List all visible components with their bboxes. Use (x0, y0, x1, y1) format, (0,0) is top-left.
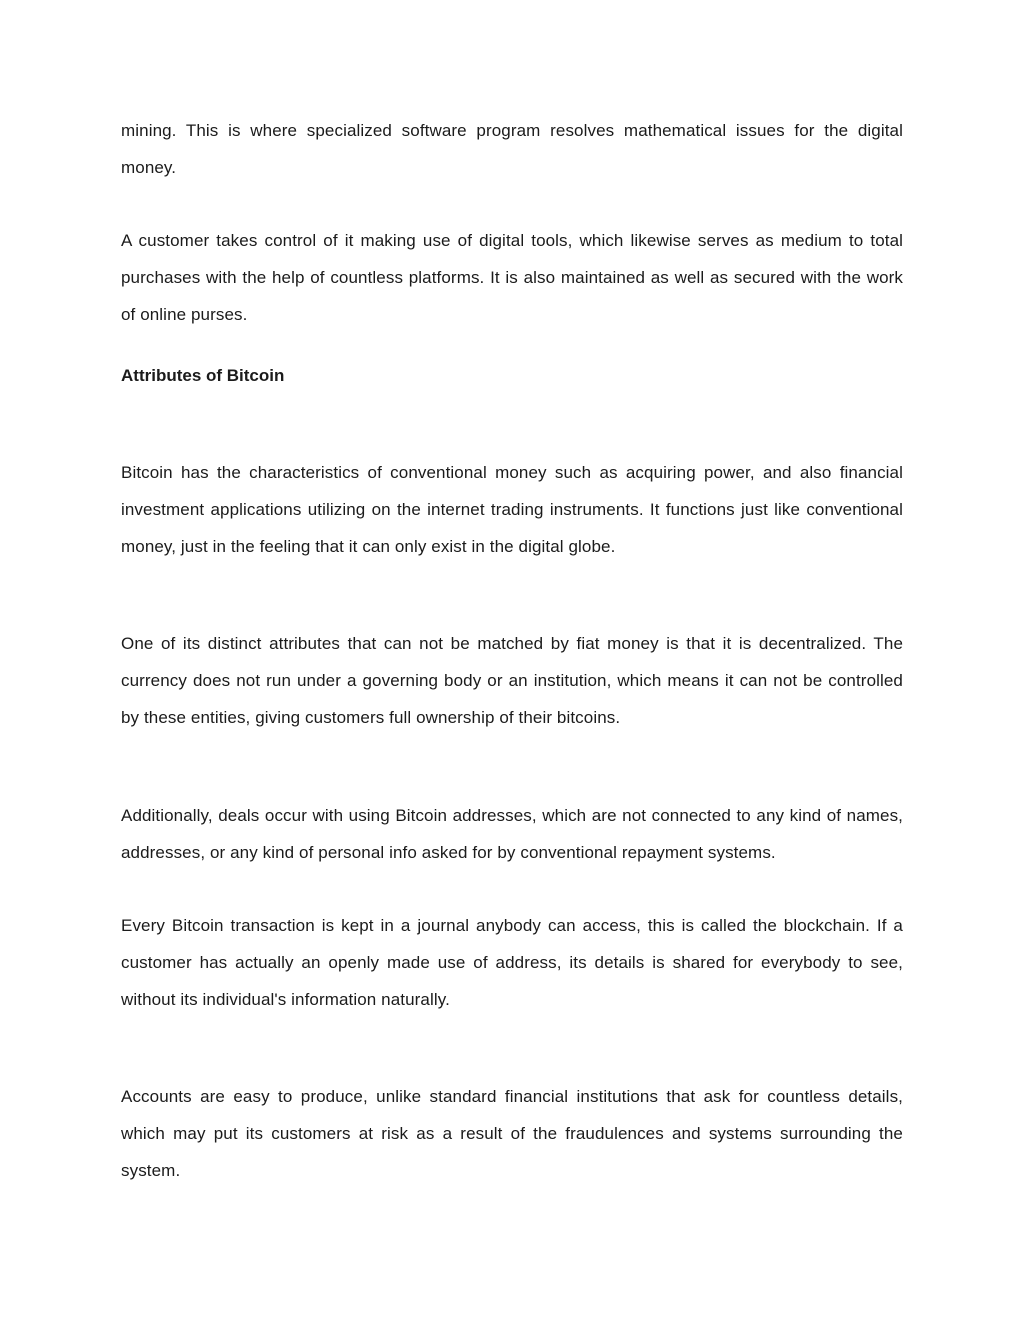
paragraph-accounts-easy: Accounts are easy to produce, unlike standard financial institutions that ask for countless details, which may put its customers at risk as a result of the fraudulences and systems surrounding the system. (121, 1087, 903, 1180)
paragraph-customer-control: A customer takes control of it making use of digital tools, which likewise serves as medium to total purchases with the help of countless platforms. It is also maintained as well as secured with the work of online purses. (121, 231, 903, 324)
paragraph-bitcoin-addresses: Additionally, deals occur with using Bitcoin addresses, which are not connected to any kind of names, addresses, or any kind of personal info asked for by conventional repayment systems. (121, 806, 903, 862)
paragraph-bitcoin-characteristics: Bitcoin has the characteristics of conventional money such as acquiring power, and also financial investment applications utilizing on the internet trading instruments. It functions just like conventional money, just in the feeling that it can only exist in the digital globe. (121, 463, 903, 556)
paragraph-mining-continuation: mining. This is where specialized software program resolves mathematical issues for the digital money. (121, 121, 903, 177)
paragraph-blockchain-journal: Every Bitcoin transaction is kept in a journal anybody can access, this is called the blockchain. If a customer has actually an openly made use of address, its details is shared for everybody to see, without its individual's information naturally. (121, 916, 903, 1009)
paragraph-decentralized: One of its distinct attributes that can not be matched by fiat money is that it is decentralized. The currency does not run under a governing body or an institution, which means it can not be controlled by these entities, giving customers full ownership of their bitcoins. (121, 634, 903, 727)
section-heading-attributes-of-bitcoin: Attributes of Bitcoin (121, 366, 285, 385)
